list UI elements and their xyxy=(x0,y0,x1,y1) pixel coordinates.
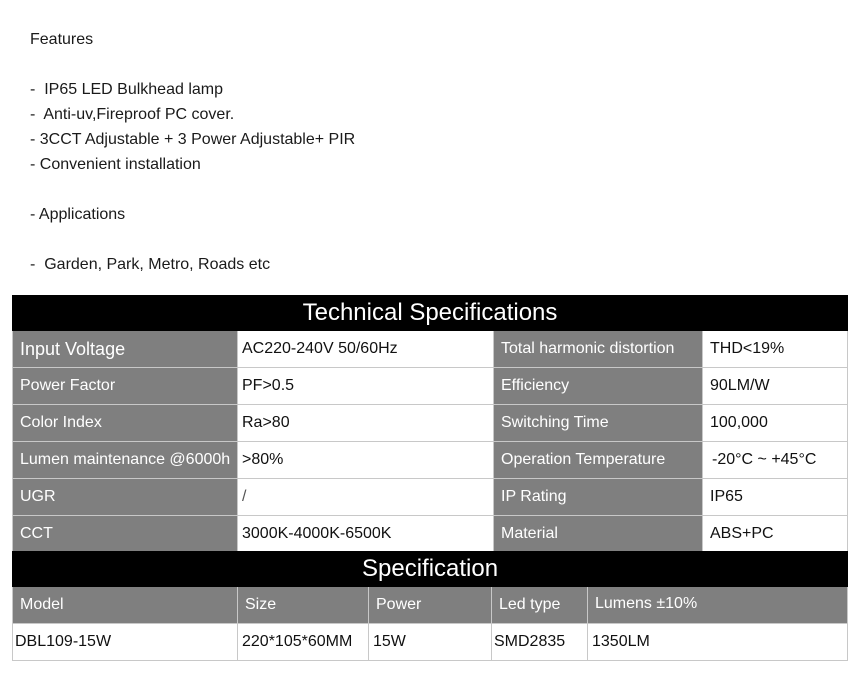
spec-label-efficiency: Efficiency xyxy=(494,368,703,405)
table-row xyxy=(13,331,848,368)
application-item: - Garden, Park, Metro, Roads etc xyxy=(30,256,271,273)
spec-value-material: ABS+PC xyxy=(703,516,848,553)
spec-label-lumen-maintenance: Lumen maintenance @6000h xyxy=(13,442,238,479)
spec-label-power-factor: Power Factor xyxy=(13,368,238,405)
spec-value-ip-rating: IP65 xyxy=(703,479,848,516)
table-row xyxy=(13,624,848,661)
spec-label-thd: Total harmonic distortion xyxy=(494,331,703,368)
spec-value-operation-temperature: -20°C ~ +45°C xyxy=(703,442,848,479)
spec-value-lumen-maintenance: >80% xyxy=(238,442,494,479)
feature-item: - Anti-uv,Fireproof PC cover. xyxy=(30,106,235,123)
cell-led-type: SMD2835 xyxy=(492,624,588,661)
cell-power: 15W xyxy=(369,624,492,661)
spec-label-switching-time: Switching Time xyxy=(494,405,703,442)
cell-model: DBL109-15W xyxy=(13,624,238,661)
specification-table xyxy=(12,551,848,661)
spec-label-input-voltage: Input Voltage xyxy=(13,331,238,368)
cell-size: 220*105*60MM xyxy=(238,624,369,661)
spec-label-ugr: UGR xyxy=(13,479,238,516)
spec-value-cct: 3000K-4000K-6500K xyxy=(238,516,494,553)
cell-lumens: 1350LM xyxy=(588,624,848,661)
spec-value-ugr: / xyxy=(238,479,494,516)
spec-value-efficiency: 90LM/W xyxy=(703,368,848,405)
column-header-power: Power xyxy=(369,587,492,624)
spec-label-color-index: Color Index xyxy=(13,405,238,442)
table-row xyxy=(13,479,848,516)
technical-specifications-table xyxy=(12,295,848,553)
column-header-size: Size xyxy=(238,587,369,624)
spec-value-thd: THD<19% xyxy=(703,331,848,368)
column-header-model: Model xyxy=(13,587,238,624)
features-heading: Features xyxy=(30,31,94,48)
specification-title: Specification xyxy=(13,552,848,587)
feature-item: - IP65 LED Bulkhead lamp xyxy=(30,81,223,98)
feature-item: - 3CCT Adjustable + 3 Power Adjustable+ PIR xyxy=(30,131,356,148)
feature-item: - Convenient installation xyxy=(30,156,201,173)
spec-value-power-factor: PF>0.5 xyxy=(238,368,494,405)
spec-value-color-index: Ra>80 xyxy=(238,405,494,442)
table-row xyxy=(13,516,848,553)
table-row xyxy=(13,368,848,405)
spec-label-operation-temperature: Operation Temperature xyxy=(494,442,703,479)
table-header-row xyxy=(13,587,848,624)
table-row xyxy=(13,405,848,442)
column-header-lumens: Lumens ±10% xyxy=(588,587,848,624)
spec-label-material: Material xyxy=(494,516,703,553)
applications-heading: - Applications xyxy=(30,206,126,223)
table-row xyxy=(13,442,848,479)
column-header-led-type: Led type xyxy=(492,587,588,624)
technical-specifications-title: Technical Specifications xyxy=(13,296,848,331)
spec-label-ip-rating: IP Rating xyxy=(494,479,703,516)
spec-label-cct: CCT xyxy=(13,516,238,553)
spec-value-input-voltage: AC220-240V 50/60Hz xyxy=(238,331,494,368)
spec-value-switching-time: 100,000 xyxy=(703,405,848,442)
